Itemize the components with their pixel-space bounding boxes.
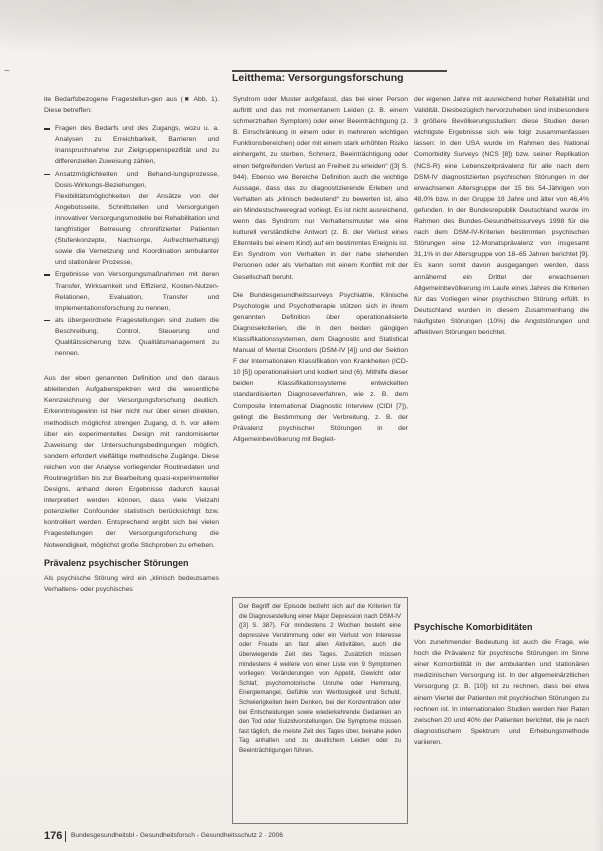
section-heading-prevalence: Prävalenz psychischer Störungen — [44, 557, 189, 568]
running-header: Leitthema: Versorgungsforschung — [232, 72, 404, 84]
info-box-text: Der Begriff der Episode bezieht sich auf die Kriterien für die Diagnosestellung einer Major Depression nach DSM-IV ([3] S. 387). Für mindestens 2 Wochen besteht eine depressive Verstimmung oder ein Verlust von Interesse oder Freude an fast allen Aktivitäten, auch die überwiegende Zeit des Tages. Zusätzlich müssen mindestens 4 weitere von einer Liste von 9 Symptomen vorliegen: Veränderungen von Appetit, Gewicht oder Schlaf, psychomotorische Unruhe oder Hemmung, Energiemangel, Gefühle von Wertlosigkeit und Schuld, Schwierigkeiten beim Denken, bei der Konzentration oder bei Entscheidungen sowie wiederkehrende Gedanken an den Tod oder Suizidvorstellungen. Die Symptome müssen fast täglich, die meiste Zeit des Tages über, beinahe jeden Tag anhalten und zu deutlichem Leiden oder zu Beeinträchtigungen führen. — [239, 603, 401, 754]
page-footer — [44, 830, 564, 844]
body-paragraph: Aus der eben genannten Definition und den daraus ableitenden Aufgabenspektren wird die wesentliche Kennzeichnung der Versorgungsforschung deutlich. Erkenntnisgewinn ist hier nicht nur über einen direkten, methodisch möglichst strengen Zugang, d. h. vor allem über ein experimentelles Design mit randomisierter Zuweisung der Untersuchungsbedingungen möglich, sondern erfordert vielfältige methodische Zugänge. Diese reichen von der Analyse vorliegender Routinedaten und Routinegrößen bis zur Bearbeitung quasi-experimenteller Designs, anhand deren Ergebnisse dadurch kausal interpretiert werden können, dass viele Vielzahl potenzieller Confounder statistisch berücksichtigt bzw. kontrolliert werden. Entsprechend ergibt sich bei vielen Fragestellungen der Versorgungsforschung die Notwendigkeit, möglichst große Stichproben zu erheben. — [44, 375, 219, 549]
scan-shadow — [0, 0, 603, 58]
bullet-list — [44, 123, 219, 359]
column-3-lower — [414, 620, 589, 825]
column-1 — [44, 94, 219, 814]
journal-citation: Bundesgesundheitsbl - Gesundheitsforsch - Gesundheitsschutz 2 · 2006 — [71, 832, 283, 839]
intro-paragraph: ite Bedarfsbezogene Fragestellun-gen aus (■ Abb. 1). Diese betreffen: — [44, 96, 219, 115]
bullet-item: Ansatzmöglichkeiten und Behand-lungsprozesse, Dosis-Wirkungs-Beziehungen, Flexibilitätsmöglichkeiten der Ansätze von der Angebotsseite, Schnittstellen und Versorgungen innovativer Versorgungsmodelle bei Rehabilitation und langfristiger Betreuung chronifizierter Patienten (Stufenkonzepte, Nachsorge, Aufrechterhaltung) sowie die Vernetzung und Koordination ambulanter und stationärer Prozesse, — [44, 169, 219, 269]
page-edge-shadow — [593, 0, 603, 851]
section-heading-comorbidity: Psychische Komorbiditäten — [414, 622, 533, 632]
bullet-item: Ergebnisse von Versorgungsmaßnahmen mit deren Transfer, Wirksamkeit und Effizienz, Kosten-Nutzen-Relationen, Evaluation, Transfer und Implementationsforschung zu nennen, — [44, 269, 219, 313]
body-paragraph: Die Bundesgesundheitssurveys Psychiatrie, Klinische Psychologie und Psychotherapie stützen sich in ihrem genannten Definition über operationalisierte Diagnosekriterien, die in den beiden gängigen Klassifikationssystemen, dem Diagnostic and Statistical Manual of Mental Disorders (DSM-IV [4]) und der Sektion F der Internationalen Klassifikation von Krankheiten (ICD-10 [5]) operationalisiert und kodiert sind (6). Mithilfe dieser beiden Klassifikationssysteme entwickelten standardisierten Diagnoseverfahren, wie z. B. dem Composite International Diagnostic Interview (CIDI [7]), gelingt die Bestimmung der Verbreitung, z. B. der Prävalenz psychischer Störungen in der Allgemeinbevölkerung mit Begleit- — [233, 291, 408, 443]
footer-divider — [65, 831, 66, 842]
body-paragraph: der eigenen Jahre mit ausreichend hoher Reliabilität und Validität. Diesbezüglich hervorzuheben sind insbesondere 3 größere Bevölkerungsstudien: diese Studien deren wichtigste Ergebnisse sich wie folgt zusammenfassen lassen: In den USA wurde im Rahmen des National Comorbidity Surveys (NCS [8]) bzw. seiner Replikation (NCS-R) eine Lebenszeitprävalenz für alle nach dem DSM-IV diagnostizierten psychischen Störungen in der erwachsenen Altersgruppe der 15 bis 54-Jährigen von 48,0% bzw. in der Gruppe 18 Jahre und älter von 46,4% gefunden. In der Bundesrepublik Deutschland wurde im Rahmen des Bundes-Gesundheitssurveys 1998 für die nach dem DSM-IV-Kriterien bestimmten psychischen Störungen eine 12-Monatsprävalenz von insgesamt 31,1% in der Altersgruppe von 18–65 Jahren berichtet [9]. Es kann somit davon ausgegangen werden, dass annähernd ein Drittel der erwachsenen Allgemeinbevölkerung im Laufe eines Jahres die Kriterien für das Vorliegen einer psychischen Störung erfüllt. In Deutschland wurden in diesem Zusammenhang die häufigsten Störungen (10%) die Angststörungen und affektiven Störungen berichtet. — [414, 96, 589, 336]
info-box — [232, 597, 408, 824]
body-paragraph: Als psychische Störung wird ein „klinisch bedeutsames Verhaltens- oder psychisches — [44, 574, 219, 593]
body-paragraph: Syndrom oder Muster aufgefasst, das bei einer Person auftritt und das mit momentanem Leiden (z. B. einem schmerzhaften Symptom) oder einer Beeinträchtigung (z. B. Einschränkung in einem oder in mehreren wichtigen Funktionsbereichen) oder mit einem stark erhöhten Risiko einhergeht, zu sterben, Schmerz, Beeinträchtigung oder einen tiefgreifenden Verlust an Freiheit zu erleiden“ ([3] S. 944). Ebenso wie Bereiche Definition auch die wichtige Aussage, dass das zu diagnostizierende Erleben und Verhalten als „klinisch bedeutend“ zu bewerten ist, also ein Mindestschweregrad vorliegt. Es ist nicht ausreichend, wenn das Syndrom nur Verhaltensmuster wie eine kulturell verständliche Antwort (z. B. der Verlust eines Elternteils bei einem Kind) auf ein bestimmtes Ereignis ist. Ein Syndrom von Verhalten in der nahe stehenden Personen oder als Verhalten mit einem Konflikt mit der Gesellschaft beruht. — [233, 96, 408, 281]
column-2 — [233, 94, 408, 599]
column-3 — [414, 94, 589, 354]
body-paragraph: Von zunehmender Bedeutung ist auch die Frage, wie hoch die Prävalenz für psychische Störungen im Sinne einer Komorbidität in der ambulanten und stationären medizinischen Versorgung ist. In der allgemeinärztlichen Versorgung (z. B. [10]) ist zu rechnen, dass bei etwa einem Viertel der Patienten mit psychischen Störungen zu rechnen ist. In internationalen Studien werden hier Raten zwischen 20 und 40% der Patienten berichtet, die je nach diagnostischem Spektrum und Erhebungsmethode variieren. — [414, 639, 589, 746]
margin-mark: ~ — [4, 66, 10, 77]
bullet-item: als übergeordnete Fragestellungen sind zudem die Beschreibung, Control, Steuerung und Qualitätssicherung bzw. Qualitätsmanagement zu nennen. — [44, 315, 219, 359]
bullet-item: Fragen des Bedarfs und des Zugangs, wozu u. a. Analysen zu Erreichbarkeit, Barrieren und Inanspruchnahme zur Zielgruppenspezifität und zu differenziellen Zuweisung zählen, — [44, 123, 219, 167]
page-number: 176 — [44, 830, 63, 842]
